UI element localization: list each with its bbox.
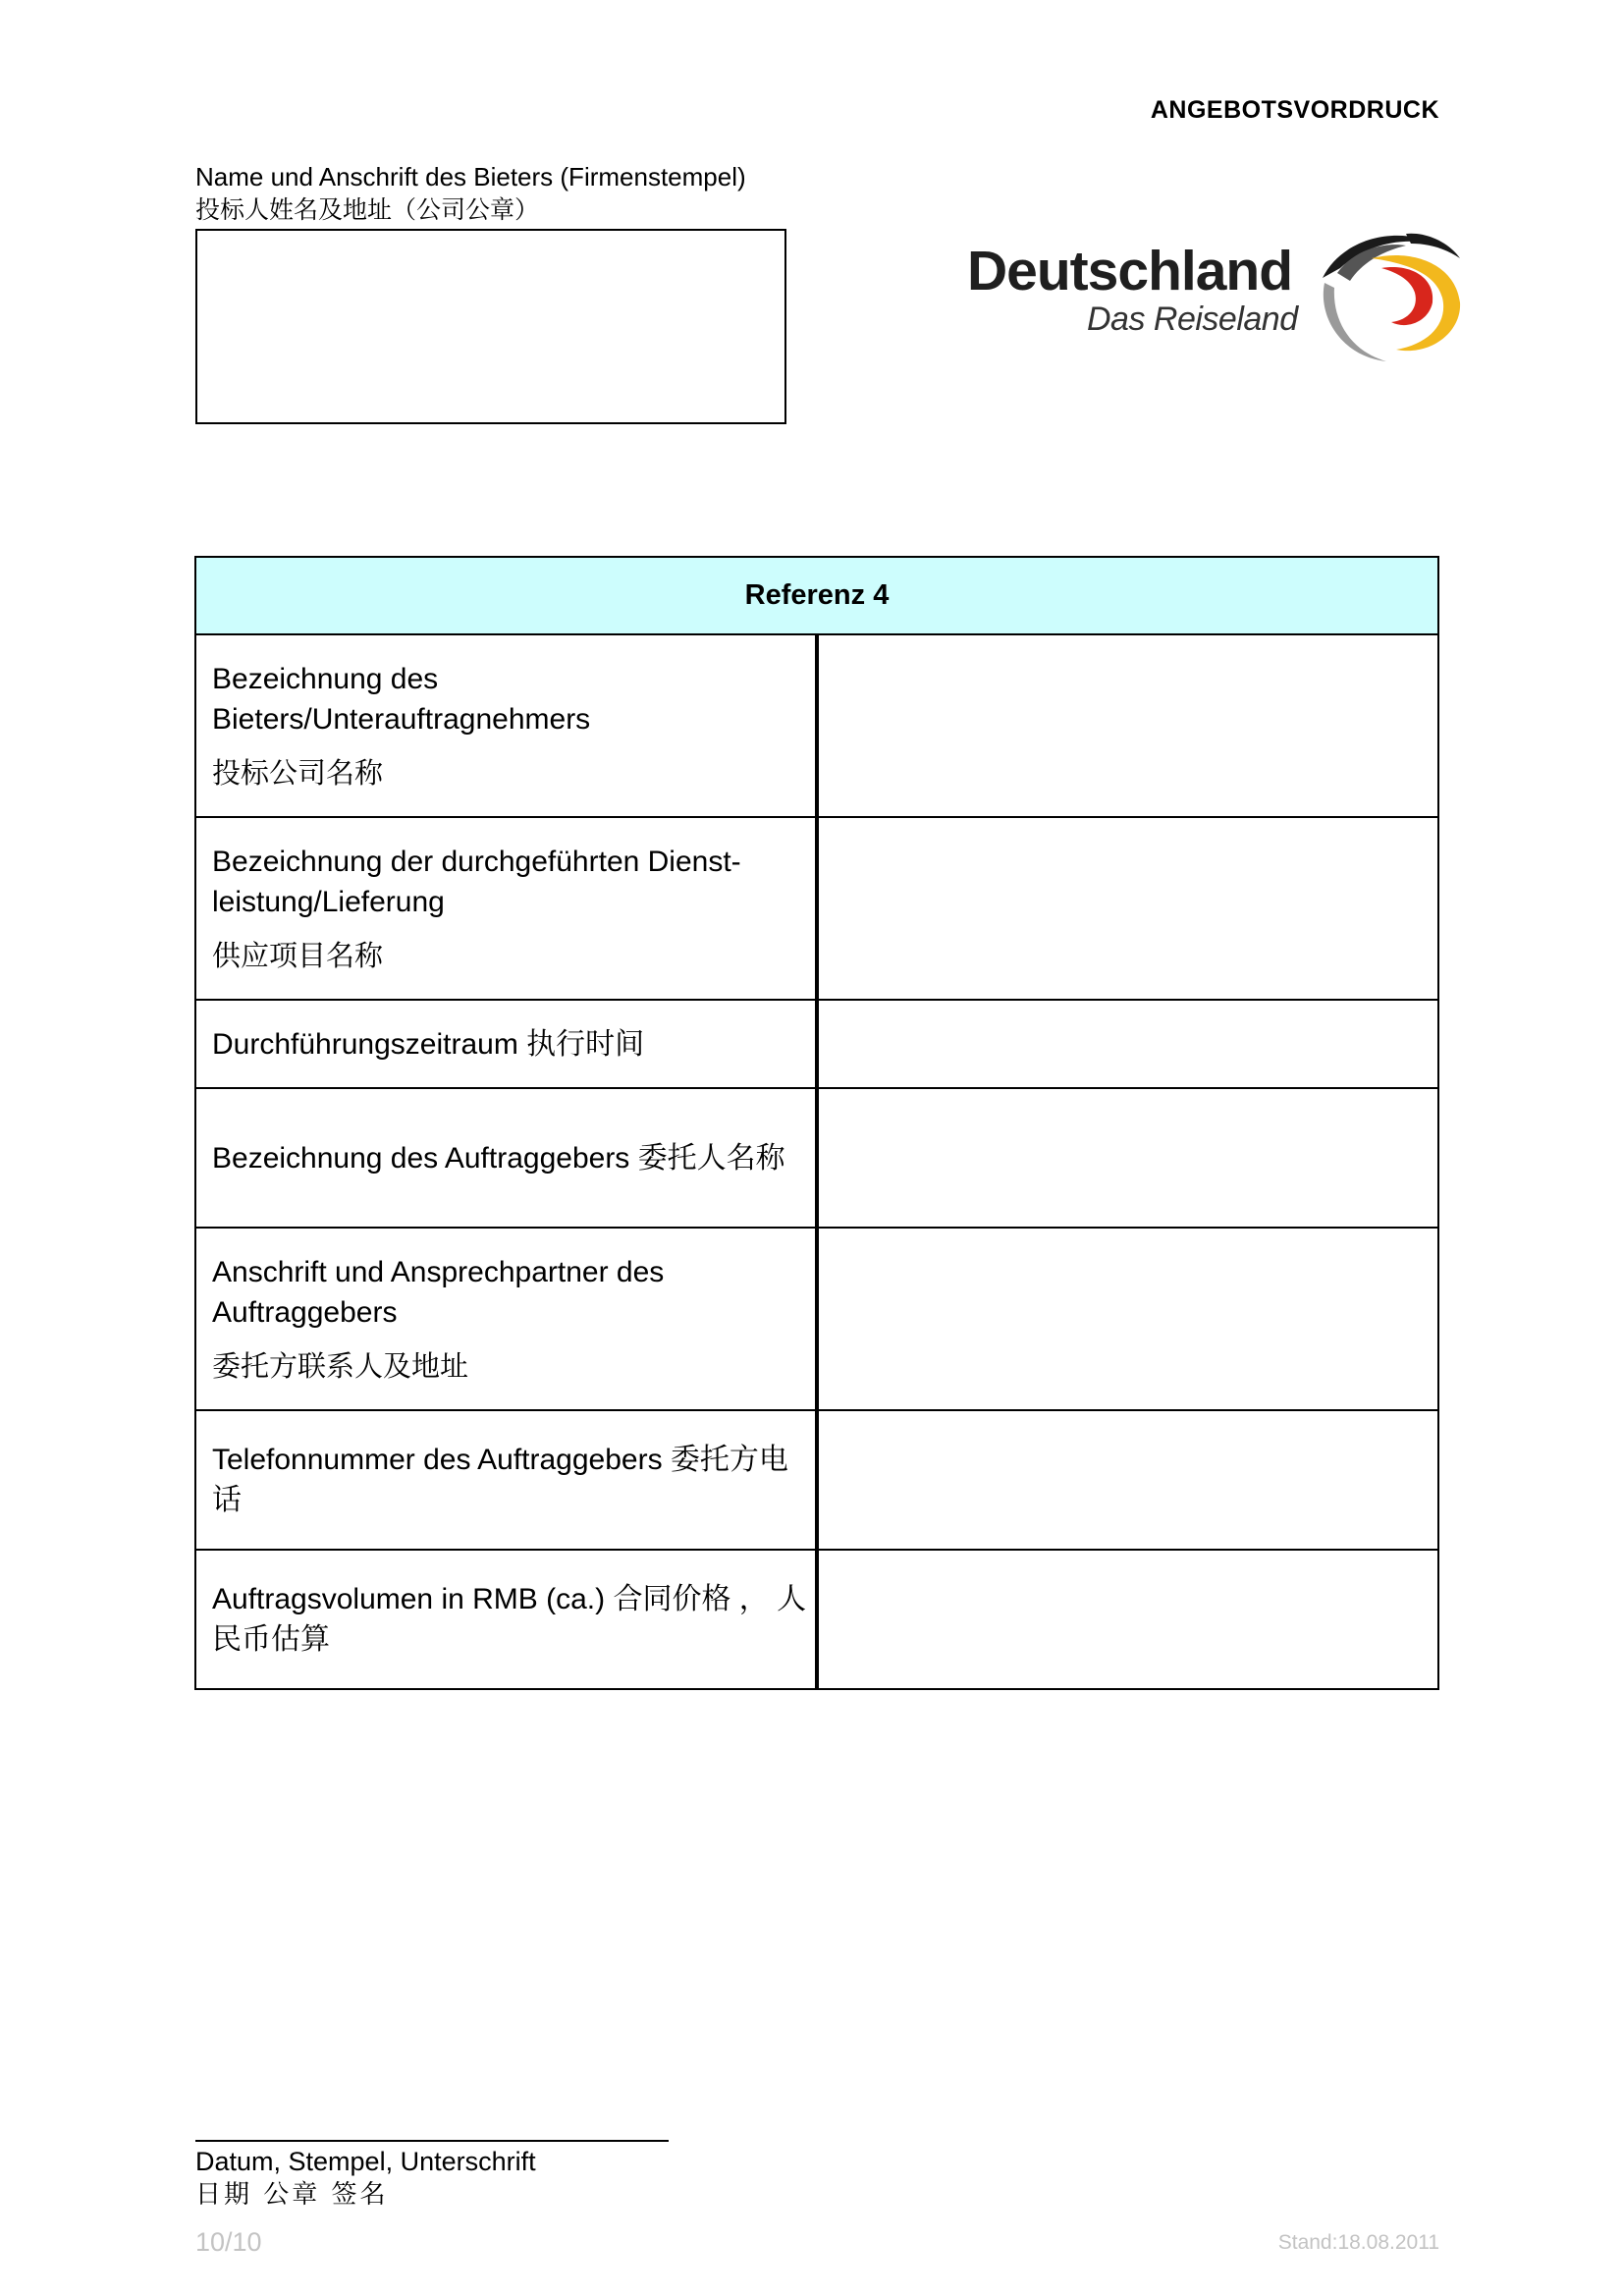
table-row: [195, 817, 1438, 1000]
signature-label-chinese: 日期 公章 签名: [195, 2180, 389, 2210]
client-address-field[interactable]: [817, 1228, 1438, 1410]
row-label: Telefonnummer des Auftraggebers 委托方电话: [195, 1410, 817, 1550]
table-row: [195, 1228, 1438, 1410]
bidder-label-chinese: 投标人姓名及地址（公司公章）: [195, 195, 540, 224]
row-label: Durchführungszeitraum 执行时间: [195, 1000, 817, 1088]
row-label-chinese: 委托方联系人及地址: [212, 1348, 469, 1383]
row-label-chinese: 投标公司名称: [212, 755, 384, 790]
row-label-german: Bezeichnung des Bieters/Unterauftragnehmers: [212, 662, 591, 736]
row-label-german: Bezeichnung der durchgeführten Dienst-leistung/Lieferung: [212, 845, 741, 918]
bidder-name-field[interactable]: [817, 634, 1438, 817]
table-row: [195, 1550, 1438, 1689]
table-row: [195, 1000, 1438, 1088]
signature-line[interactable]: [195, 2140, 669, 2142]
table-row: [195, 1088, 1438, 1228]
logo-tagline: Das Reiseland: [1087, 301, 1298, 338]
row-label: [195, 634, 817, 817]
revision-date: Stand:18.08.2011: [1277, 2231, 1439, 2254]
row-label-chinese: 供应项目名称: [212, 938, 384, 972]
bidder-label-german: Name und Anschrift des Bieters (Firmenstempel): [195, 162, 746, 191]
row-label: Bezeichnung des Auftraggebers 委托人名称: [195, 1088, 817, 1228]
signature-label-german: Datum, Stempel, Unterschrift: [195, 2147, 536, 2176]
document-title: ANGEBOTSVORDRUCK: [1150, 96, 1439, 124]
row-label-german: Anschrift und Ansprechpartner des Auftraggebers: [212, 1255, 665, 1329]
service-name-field[interactable]: [817, 817, 1438, 1000]
table-row: [195, 634, 1438, 817]
deutschland-logo: [967, 224, 1468, 366]
row-label: Auftragsvolumen in RMB (ca.) 合同价格 ， 人民币估算: [195, 1550, 817, 1689]
period-field[interactable]: [817, 1000, 1438, 1088]
logo-emblem-icon: [1313, 224, 1468, 366]
page-number: 10/10: [195, 2227, 262, 2257]
logo-wordmark: Deutschland: [967, 240, 1293, 302]
contract-volume-field[interactable]: [817, 1550, 1438, 1689]
table-row: [195, 1410, 1438, 1550]
reference-table: [194, 556, 1439, 1690]
company-stamp-field[interactable]: [195, 229, 786, 424]
reference-table-header: Referenz 4: [195, 557, 1438, 634]
row-label: [195, 817, 817, 1000]
bidder-label: [195, 160, 746, 227]
row-label: [195, 1228, 817, 1410]
client-name-field[interactable]: [817, 1088, 1438, 1228]
client-phone-field[interactable]: [817, 1410, 1438, 1550]
signature-label: [195, 2145, 536, 2212]
